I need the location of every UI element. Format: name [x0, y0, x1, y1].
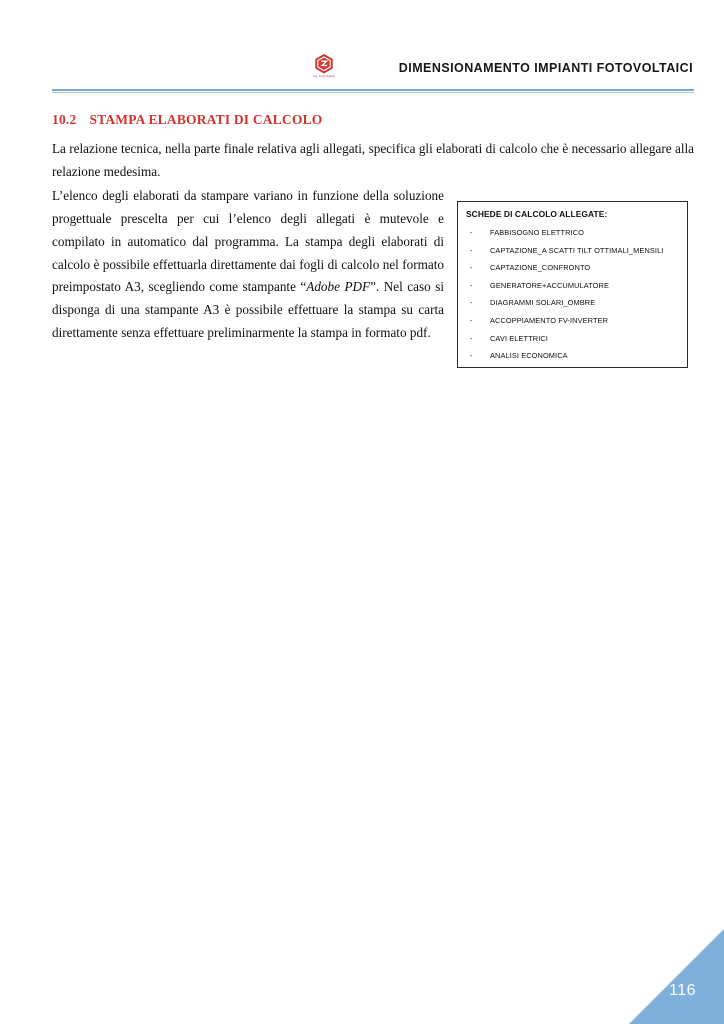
- header-rule-thick: [52, 89, 694, 91]
- header-title: DIMENSIONAMENTO IMPIANTI FOTOVOLTAICI: [398, 61, 693, 75]
- list-item-label: CAPTAZIONE_CONFRONTO: [490, 263, 591, 273]
- list-bullet: -: [470, 245, 473, 255]
- paragraph-intro: La relazione tecnica, nella parte finale relativa agli allegati, specifica gli elaborati di calcolo che è necessario allegare alla relazione medesima.: [52, 141, 694, 179]
- list-item: [466, 334, 679, 343]
- list-bullet: -: [470, 298, 473, 308]
- page-number: 116: [668, 982, 696, 999]
- footer-corner-decoration: [629, 929, 724, 1024]
- company-logo: [310, 50, 338, 80]
- callout-title: SCHEDE DI CALCOLO ALLEGATE:: [466, 209, 608, 219]
- list-bullet: -: [470, 351, 473, 361]
- list-item: [466, 316, 679, 325]
- list-item-label: GENERATORE+ACCUMULATORE: [490, 280, 609, 290]
- paragraph-elenco-part2: ”. Nel caso si disponga di una stampante A3 è possibile effettuare la stampa su carta direttamente senza effettuare preliminarmente la stampa in formato pdf.: [52, 279, 445, 340]
- list-bullet: -: [470, 228, 473, 237]
- paragraph-elenco-part1: L’elenco degli elaborati da stampare variano in funzione della soluzione progettuale prescelta per cui l’elenco degli allegati è mutevole e compilato in automatico dal programma. La stampa degli elaborati di calcolo è possibile effettuarla direttamente dai fogli di calcolo nel formato preimpostato A3, scegliendo come stampante “: [52, 188, 444, 295]
- list-item-label: ANALISI ECONOMICA: [490, 351, 568, 361]
- section-number: 10.2: [52, 112, 77, 127]
- header-divider: [52, 89, 694, 93]
- paragraph-elenco: [52, 185, 444, 344]
- page-content: [52, 112, 694, 361]
- header-rule-thin: [52, 92, 694, 93]
- list-item: [466, 281, 679, 290]
- page-header: [52, 48, 694, 88]
- list-item-label: DIAGRAMMI SOLARI_OMBRE: [490, 298, 596, 308]
- list-bullet: -: [470, 280, 473, 290]
- list-item-label: FABBISOGNO ELETTRICO: [490, 228, 584, 237]
- logo-caption: ing. Luigi Napoli: [313, 74, 335, 78]
- list-item: [466, 228, 679, 237]
- list-item-label: ACCOPPIAMENTO FV-INVERTER: [490, 315, 609, 325]
- list-item: [466, 246, 679, 255]
- section-title-text: STAMPA ELABORATI DI CALCOLO: [89, 112, 323, 127]
- list-item-label: CAPTAZIONE_A SCATTI TILT OTTIMALI_MENSILI: [490, 245, 664, 255]
- list-item-label: CAVI ELETTRICI: [490, 333, 548, 343]
- callout-list: [466, 228, 679, 360]
- paragraph-emphasis-adobe-pdf: Adobe PDF: [306, 279, 371, 295]
- list-item: [466, 298, 679, 307]
- schede-di-calcolo-callout: [457, 201, 688, 368]
- section-heading: [52, 112, 694, 128]
- list-item: [466, 263, 679, 272]
- list-item: [466, 351, 679, 360]
- list-bullet: -: [470, 263, 473, 273]
- list-bullet: -: [470, 333, 473, 343]
- list-bullet: -: [470, 315, 473, 325]
